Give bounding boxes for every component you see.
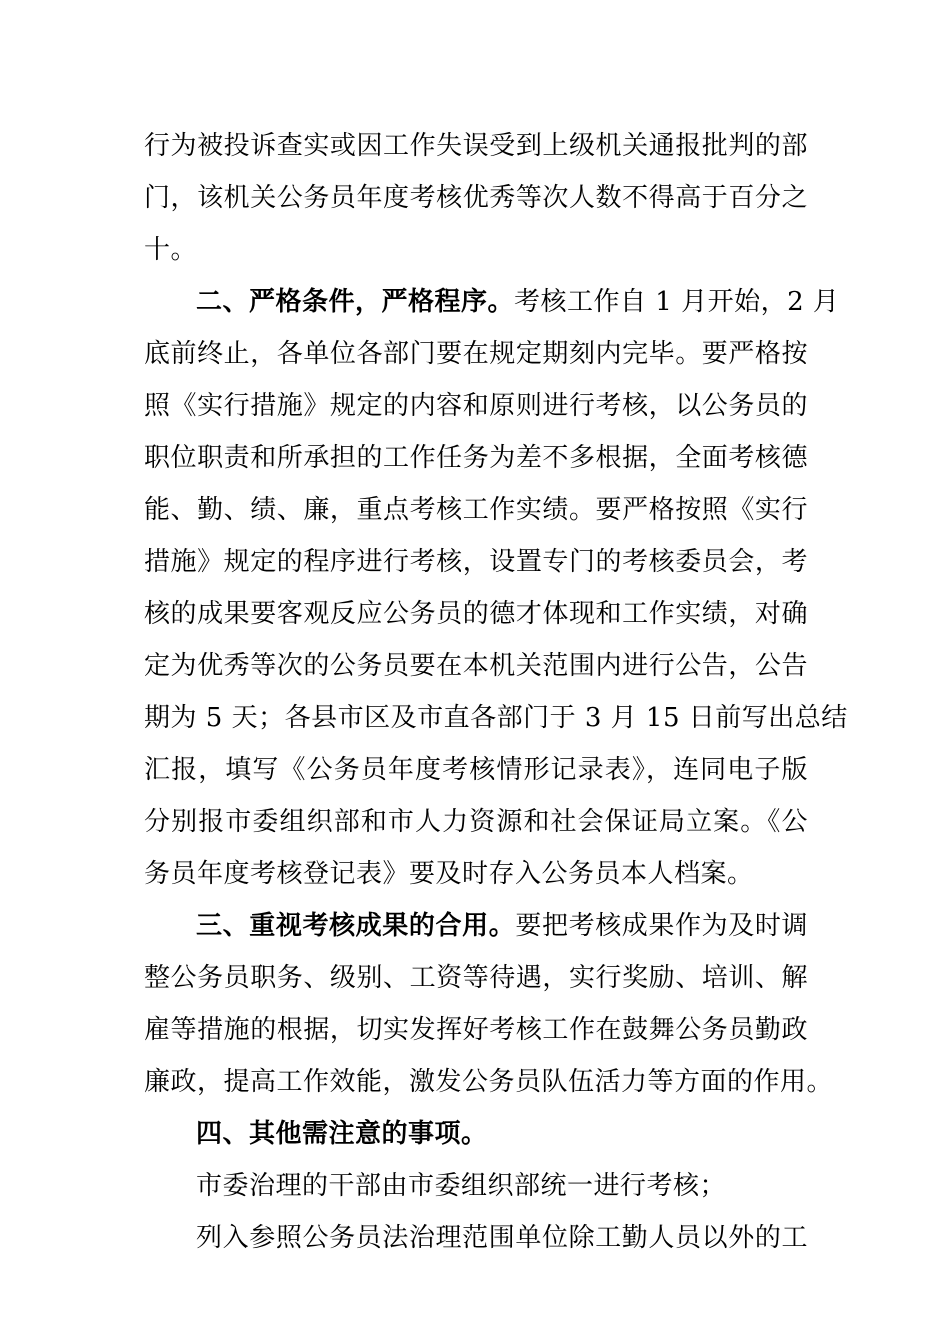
text-line: 廉政，提高工作效能，激发公务员队伍活力等方面的作用。 bbox=[144, 1067, 834, 1097]
section-two-first-line bbox=[144, 276, 840, 328]
section-heading: 四、其他需注意的事项。 bbox=[196, 1119, 488, 1149]
text-line: 分别报市委组织部和市人力资源和社会保证局立案。《公 bbox=[144, 807, 808, 837]
text-line: 整公务员职务、级别、工资等待遇，实行奖励、培训、解 bbox=[144, 963, 808, 993]
section-three-first-line bbox=[144, 900, 808, 952]
text-run: 要把考核成果作为及时调 bbox=[515, 911, 808, 941]
text-line: 期为 5 天；各县市区及市直各部门于 3 月 15 日前写出总结 bbox=[144, 703, 848, 733]
text-line: 定为优秀等次的公务员要在本机关范围内进行公告，公告 bbox=[144, 651, 808, 681]
text-line: 职位职责和所承担的工作任务为差不多根据，全面考核德 bbox=[144, 443, 808, 473]
text-line: 照《实行措施》规定的内容和原则进行考核，以公务员的 bbox=[144, 391, 808, 421]
text-run: 考核工作自 1 月开始，2 月 bbox=[514, 287, 840, 317]
section-heading: 三、重视考核成果的合用。 bbox=[196, 911, 516, 941]
document-body bbox=[144, 120, 848, 1264]
text-line: 能、勤、绩、廉，重点考核工作实绩。要严格按照《实行 bbox=[144, 495, 808, 525]
text-line: 核的成果要客观反应公务员的德才体现和工作实绩，对确 bbox=[144, 599, 808, 629]
text-line: 行为被投诉查实或因工作失误受到上级机关通报批判的部 bbox=[144, 131, 808, 161]
text-line: 门，该机关公务员年度考核优秀等次人数不得高于百分之 bbox=[144, 183, 808, 213]
section-heading: 二、严格条件，严格程序。 bbox=[196, 287, 515, 317]
text-line: 列入参照公务员法治理范围单位除工勤人员以外的工 bbox=[196, 1223, 808, 1253]
text-line: 底前终止，各单位各部门要在规定期刻内完毕。要严格按 bbox=[144, 339, 808, 369]
text-line: 市委治理的干部由市委组织部统一进行考核； bbox=[196, 1171, 727, 1201]
section-four-line bbox=[144, 1108, 808, 1160]
text-line: 务员年度考核登记表》要及时存入公务员本人档案。 bbox=[144, 859, 754, 889]
text-line: 雇等措施的根据，切实发挥好考核工作在鼓舞公务员勤政 bbox=[144, 1015, 808, 1045]
text-line: 措施》规定的程序进行考核，设置专门的考核委员会，考 bbox=[144, 547, 808, 577]
text-line: 十。 bbox=[144, 235, 198, 265]
text-line: 汇报，填写《公务员年度考核情形记录表》，连同电子版 bbox=[144, 755, 808, 785]
